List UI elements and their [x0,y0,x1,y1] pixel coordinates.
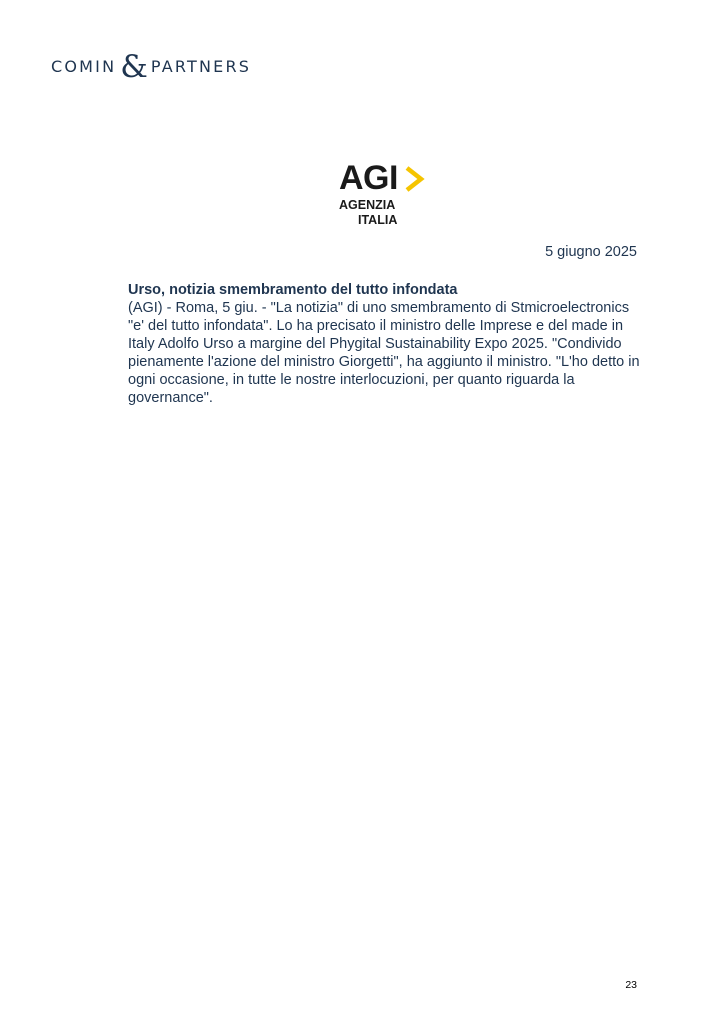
article-body: (AGI) - Roma, 5 giu. - "La notizia" di uno smembramento di Stmicroelectronics "e' del tutto infondata". Lo ha precisato il ministro delle Imprese e del made in Italy Adolfo Urso a margine del Phygital Sustainability Expo 2025. "Condivido pienamente l'azione del ministro Giorgetti", ha aggiunto il ministro. "L'ho detto in ogni occasione, in tutte le nostre interlocuzioni, per quanto riguarda la governance". [128,300,640,406]
agi-logo [338,160,438,230]
brand-word-right: PARTNERS [150,57,252,76]
article-date: 5 giugno 2025 [545,244,637,260]
article-headline: Urso, notizia smembramento del tutto infondata [128,282,458,298]
agi-logo-wordmark: AGI [339,159,398,197]
brand-ampersand: & [120,48,148,85]
agi-chevron-icon [404,166,426,192]
page-number: 23 [625,979,637,991]
article [128,281,640,407]
comin-partners-logo [51,50,251,84]
agi-logo-line1: AGENZIA [339,198,396,212]
agi-logo-line2: ITALIA [358,213,398,227]
brand-word-left: COMIN [51,57,117,76]
